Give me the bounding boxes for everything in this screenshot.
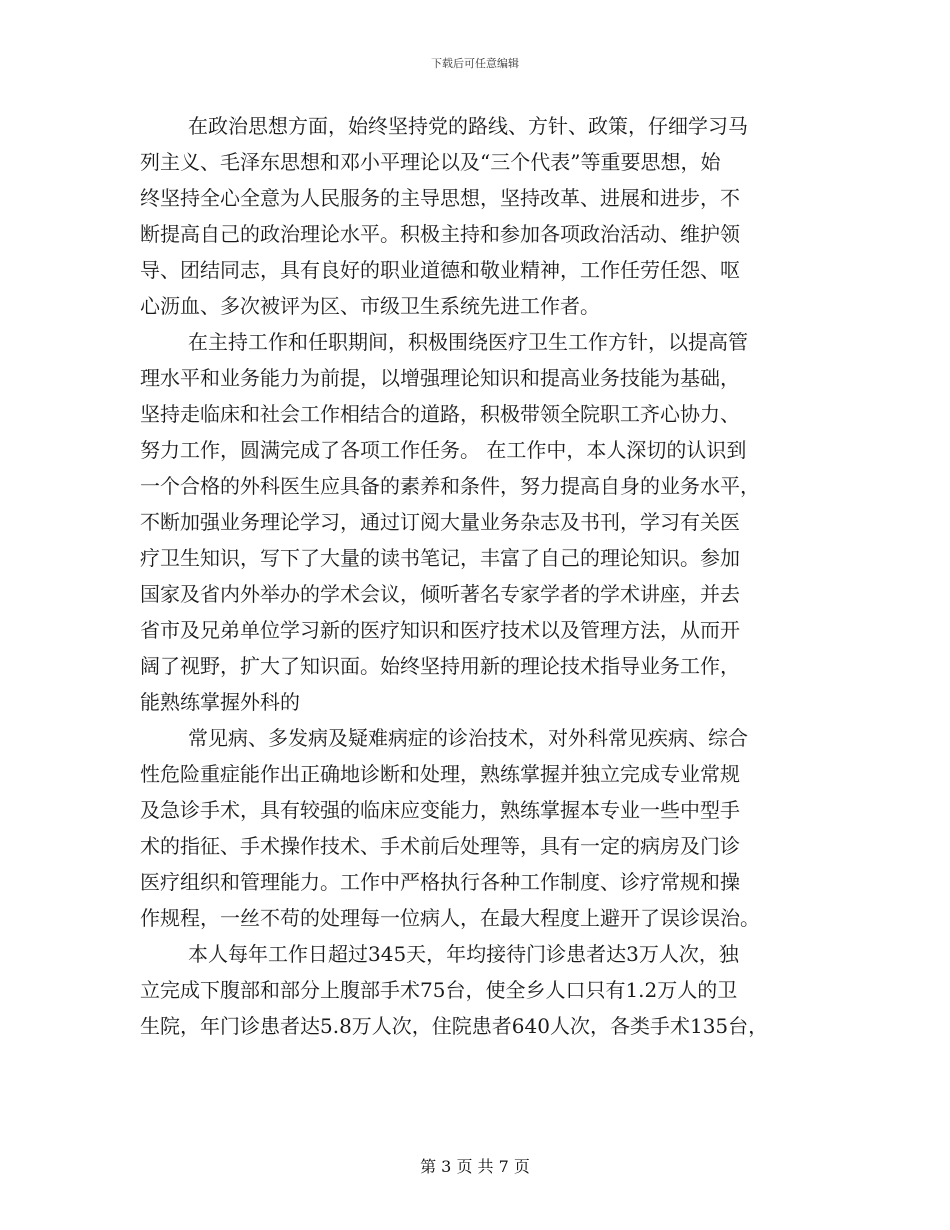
- text-line: 不断加强业务理论学习，通过订阅大量业务杂志及书刊，学习有关医: [140, 510, 740, 534]
- document-body: [140, 108, 820, 1044]
- text-line: 终坚持全心全意为人民服务的主导思想，坚持改革、进展和进步，不: [140, 186, 740, 210]
- text-line: 本人每年工作日超过345天，年均接待门诊患者达3万人次，独: [188, 942, 739, 966]
- text-line: 能熟练掌握外科的: [140, 690, 300, 714]
- text-line: 坚持走临床和社会工作相结合的道路，积极带领全院职工齐心协力、: [140, 402, 740, 426]
- text-line: 术的指征、手术操作技术、手术前后处理等，具有一定的病房及门诊: [140, 834, 740, 858]
- text-line: 在主持工作和任职期间，积极围绕医疗卫生工作方针，以提高管: [188, 330, 748, 354]
- text-line: 疗卫生知识，写下了大量的读书笔记，丰富了自己的理论知识。参加: [140, 546, 740, 570]
- text-line: 医疗组织和管理能力。工作中严格执行各种工作制度、诊疗常规和操: [140, 870, 740, 894]
- text-line: 性危险重症能作出正确地诊断和处理，熟练掌握并独立完成专业常规: [140, 762, 740, 786]
- paragraph: [140, 936, 820, 1044]
- text-line: 国家及省内外举办的学术会议，倾听著名专家学者的学术讲座，并去: [140, 582, 740, 606]
- text-line: 作规程，一丝不苟的处理每一位病人，在最大程度上避开了误诊误治。: [140, 906, 760, 930]
- text-line: 常见病、多发病及疑难病症的诊治技术，对外科常见疾病、综合: [188, 726, 748, 750]
- text-line: 及急诊手术，具有较强的临床应变能力，熟练掌握本专业一些中型手: [140, 798, 740, 822]
- text-line: 列主义、毛泽东思想和邓小平理论以及“三个代表”等重要思想，始: [140, 150, 721, 174]
- text-line: 省市及兄弟单位学习新的医疗知识和医疗技术以及管理方法，从而开: [140, 618, 740, 642]
- text-line: 努力工作，圆满完成了各项工作任务。 在工作中，本人深切的认识到: [140, 438, 747, 462]
- paragraph: [140, 108, 820, 324]
- text-line: 阔了视野，扩大了知识面。始终坚持用新的理论技术指导业务工作，: [140, 654, 740, 678]
- page-number-footer: 第 3 页 共 7 页: [420, 1157, 530, 1176]
- text-line: 生院，年门诊患者达5.8万人次，住院患者640人次，各类手术135台，: [140, 1014, 769, 1038]
- text-line: 理水平和业务能力为前提，以增强理论知识和提高业务技能为基础，: [140, 366, 740, 390]
- text-line: 导、团结同志，具有良好的职业道德和敬业精神，工作任劳任怨、呕: [140, 258, 740, 282]
- text-line: 心沥血、多次被评为区、市级卫生系统先进工作者。: [140, 294, 600, 318]
- paragraph: [140, 720, 820, 936]
- text-line: 在政治思想方面，始终坚持党的路线、方针、政策，仔细学习马: [188, 114, 748, 138]
- page-header: 下载后可任意编辑: [431, 57, 519, 70]
- text-line: 断提高自己的政治理论水平。积极主持和参加各项政治活动、维护领: [140, 222, 740, 246]
- text-line: 一个合格的外科医生应具备的素养和条件，努力提高自身的业务水平，: [140, 474, 760, 498]
- text-line: 立完成下腹部和部分上腹部手术75台，使全乡人口只有1.2万人的卫: [140, 978, 738, 1002]
- paragraph: [140, 324, 820, 720]
